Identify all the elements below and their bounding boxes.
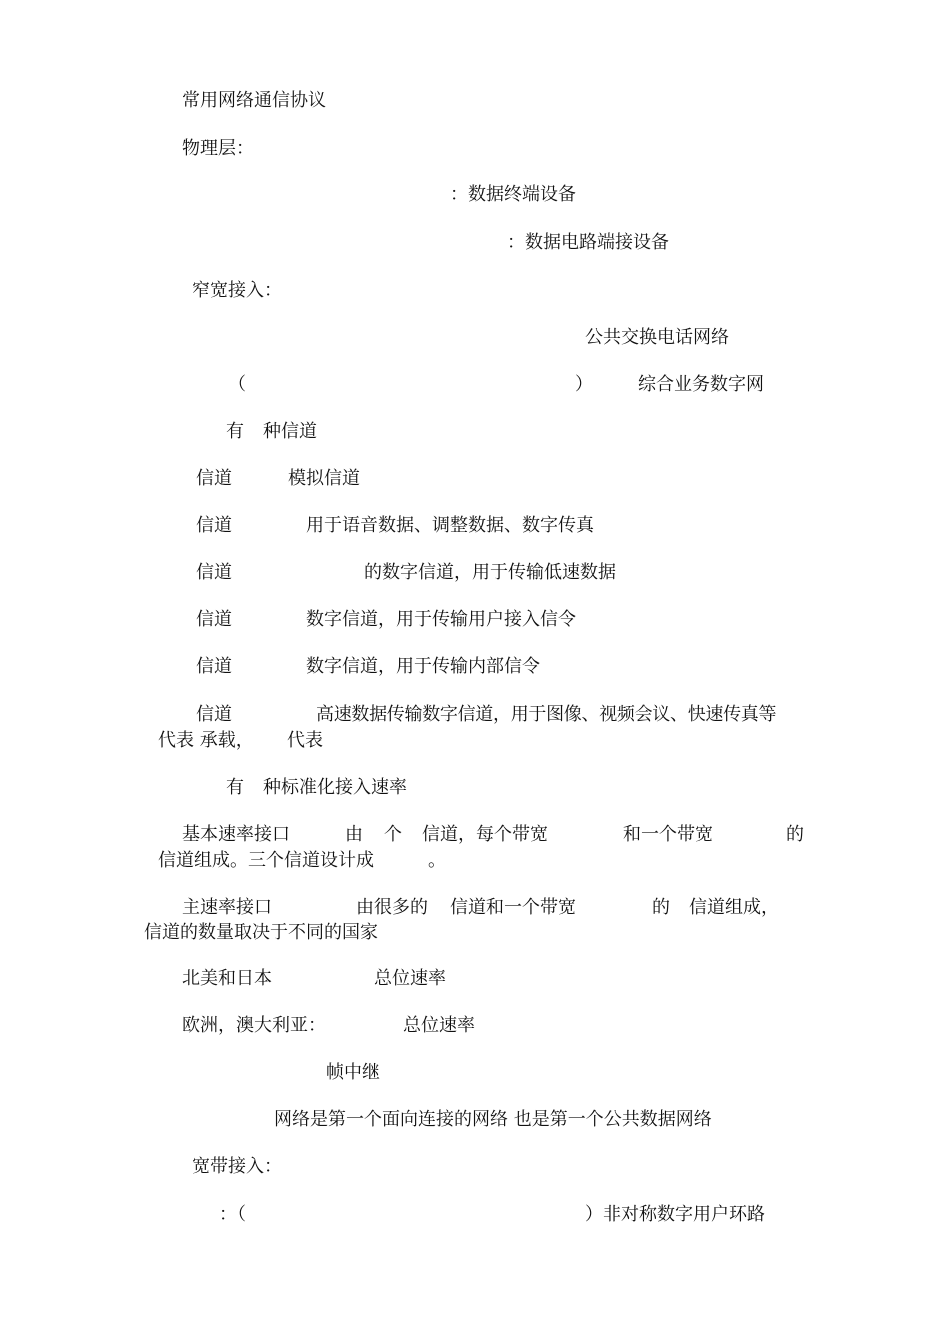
na-jp-label: 北美和日本	[182, 968, 272, 989]
adsl-prefix: ：（	[219, 1204, 246, 1225]
pri-term: 主速率接口	[182, 897, 272, 918]
channel-label: 信道	[196, 562, 232, 583]
channel-desc: 数字信道，用于传输内部信令	[306, 656, 540, 677]
dte-definition: ：数据终端设备	[450, 184, 576, 205]
frame-relay: 帧中继	[326, 1062, 380, 1083]
bri-text: 个	[384, 824, 402, 845]
pri-text: 由很多的	[356, 897, 428, 918]
bri-text: 和一个带宽	[623, 824, 713, 845]
isdn-definition: 综合业务数字网	[638, 374, 764, 395]
broadband-heading: 宽带接入：	[192, 1156, 282, 1177]
isdn-close-paren: ）	[575, 374, 593, 395]
pri-text: 信道和一个带宽	[450, 897, 576, 918]
channel-intro-b: 种信道	[263, 421, 317, 442]
physical-layer-heading: 物理层：	[182, 138, 254, 159]
channel-intro-a: 有	[226, 421, 244, 442]
pri-line2: 信道的数量取决于不同的国家	[144, 922, 378, 943]
channel-label: 信道	[196, 704, 232, 725]
channel-label: 信道	[196, 468, 232, 489]
na-jp-rate: 总位速率	[374, 968, 446, 989]
dce-definition: ：数据电路端接设备	[507, 232, 669, 253]
channel-desc: 的数字信道，用于传输低速数据	[364, 562, 616, 583]
narrowband-heading: 窄宽接入：	[192, 280, 282, 301]
channel-label: 信道	[196, 609, 232, 630]
channel-desc: 数字信道，用于传输用户接入信令	[306, 609, 576, 630]
adsl-definition: ）非对称数字用户环路	[585, 1204, 765, 1225]
h-channel-line2-b: 代表	[287, 730, 323, 751]
channel-label: 信道	[196, 656, 232, 677]
bri-term: 基本速率接口	[182, 824, 290, 845]
h-channel-line2-a: 代表 承载，	[158, 730, 254, 751]
x25-description: 网络是第一个面向连接的网络 也是第一个公共数据网络	[274, 1109, 712, 1130]
bri-text: 信道，每个带宽	[422, 824, 548, 845]
bri-line2: 信道组成。三个信道设计成	[158, 850, 374, 871]
bri-text: 由	[345, 824, 363, 845]
eu-au-rate: 总位速率	[403, 1015, 475, 1036]
bri-line2-end: 。	[428, 850, 446, 871]
rate-intro-a: 有	[226, 777, 244, 798]
channel-desc: 模拟信道	[288, 468, 360, 489]
eu-au-label: 欧洲，澳大利亚：	[182, 1015, 326, 1036]
page-title: 常用网络通信协议	[182, 90, 326, 111]
bri-text: 的	[786, 824, 804, 845]
pri-text: 的	[652, 897, 670, 918]
pstn-definition: 公共交换电话网络	[585, 327, 729, 348]
pri-text: 信道组成，	[689, 897, 779, 918]
rate-intro-b: 种标准化接入速率	[263, 777, 407, 798]
channel-desc: 高速数据传输数字信道，用于图像、视频会议、快速传真等	[316, 704, 777, 725]
isdn-open-paren: （	[228, 374, 246, 395]
channel-label: 信道	[196, 515, 232, 536]
channel-desc: 用于语音数据、调整数据、数字传真	[306, 515, 594, 536]
